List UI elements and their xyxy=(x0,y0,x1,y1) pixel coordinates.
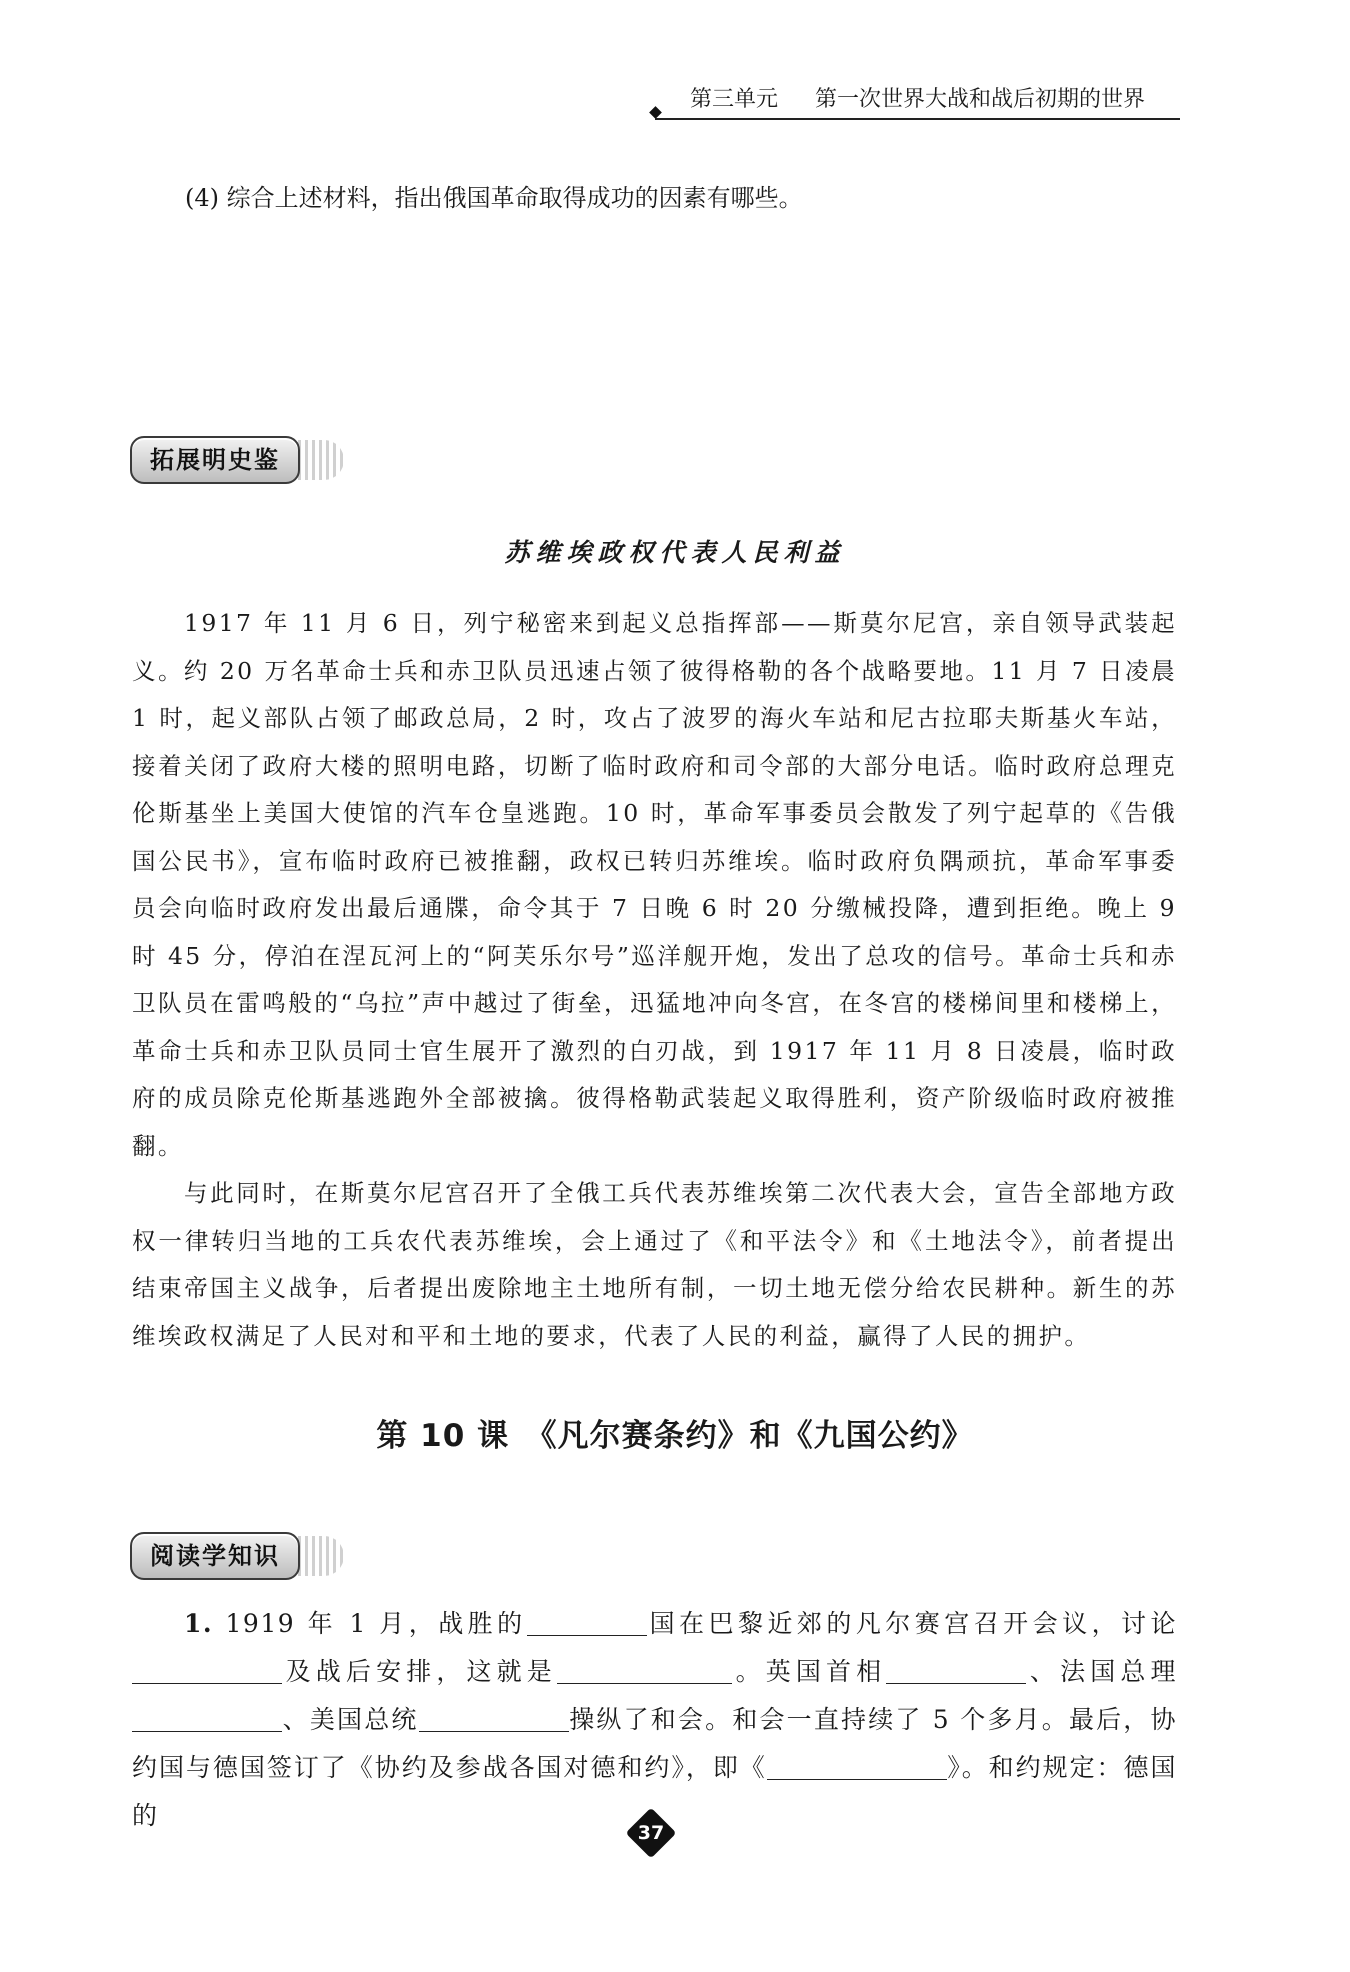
answer-blank[interactable] xyxy=(886,1653,1026,1684)
exercise-text: 及战后安排，这就是 xyxy=(282,1657,557,1686)
exercise-text: 、法国总理 xyxy=(1026,1657,1177,1686)
exercise-text: 操纵了和会。和会一直持续了 5 个多月。最后，协约国与德国签订了《协约及参战各国对德和约》，即《 xyxy=(132,1705,1177,1782)
answer-blank[interactable] xyxy=(527,1605,647,1636)
answer-blank[interactable] xyxy=(132,1653,282,1684)
exercise-number: 1. xyxy=(184,1609,214,1638)
section-badge-label: 阅读学知识 xyxy=(130,1532,300,1580)
article-title: 苏维埃政权代表人民利益 xyxy=(504,538,846,567)
answer-blank[interactable] xyxy=(767,1749,947,1780)
page-number-text: 37 xyxy=(637,1822,665,1844)
section-badge-read xyxy=(130,1532,300,1580)
answer-blank[interactable] xyxy=(557,1653,732,1684)
diamond-bullet-icon xyxy=(649,106,662,119)
article-paragraph: 1917 年 11 月 6 日，列宁秘密来到起义总指挥部——斯莫尔尼宫，亲自领导武装起义。约 20 万名革命士兵和赤卫队员迅速占领了彼得格勒的各个战略要地。11 月 7 日凌晨 1 时，起义部队占领了邮政总局，2 时，攻占了波罗的海火车站和尼古拉耶夫斯基火车站，接着关闭了政府大楼的照明电路，切断了临时政府和司令部的大部分电话。临时政府总理克伦斯基坐上美国大使馆的汽车仓皇逃跑。10 时，革命军事委员会散发了列宁起草的《告俄国公民书》，宣布临时政府已被推翻，政权已转归苏维埃。临时政府负隅顽抗，革命军事委员会向临时政府发出最后通牒，命令其于 7 日晚 6 时 20 分缴械投降，遭到拒绝。晚上 9 时 45 分，停泊在涅瓦河上的“阿芙乐尔号”巡洋舰开炮，发出了总攻的信号。革命士兵和赤卫队员在雷鸣般的“乌拉”声中越过了街垒，迅猛地冲向冬宫，在冬宫的楼梯间里和楼梯上，革命士兵和赤卫队员同士官生展开了激烈的白刃战，到 1917 年 11 月 8 日凌晨，临时政府的成员除克伦斯基逃跑外全部被擒。彼得格勒武装起义取得胜利，资产阶级临时政府被推翻。 xyxy=(132,609,1177,1160)
exercise-text: 。英国首相 xyxy=(731,1657,887,1686)
exercise-text: 1919 年 1 月，战胜的 xyxy=(225,1609,527,1638)
page-number xyxy=(626,1808,676,1858)
unit-label: 第三单元 xyxy=(690,87,779,112)
header-rule xyxy=(655,118,1180,120)
running-header xyxy=(655,80,1175,120)
section-badge-label: 拓展明史鉴 xyxy=(130,436,300,484)
exercise-text: 国在巴黎近郊的凡尔赛宫召开会议，讨论 xyxy=(646,1609,1177,1638)
unit-title: 第一次世界大战和战后初期的世界 xyxy=(815,87,1146,112)
question-4: (4) 综合上述材料，指出俄国革命取得成功的因素有哪些。 xyxy=(185,184,803,212)
exercise-text: 》。和约规定：德国的 xyxy=(132,1753,1177,1830)
lesson-title: 第 10 课 《凡尔赛条约》和《九国公约》 xyxy=(376,1418,974,1454)
answer-blank[interactable] xyxy=(132,1701,282,1732)
exercise-text: 、美国总统 xyxy=(282,1705,419,1734)
article-paragraph: 与此同时，在斯莫尔尼宫召开了全俄工兵代表苏维埃第二次代表大会，宣告全部地方政权一律转归当地的工兵农代表苏维埃，会上通过了《和平法令》和《土地法令》，前者提出结束帝国主义战争，后者提出废除地主土地所有制，一切土地无偿分给农民耕种。新生的苏维埃政权满足了人民对和平和土地的要求，代表了人民的利益，赢得了人民的拥护。 xyxy=(132,1179,1177,1350)
answer-blank[interactable] xyxy=(419,1701,569,1732)
section-badge-extend xyxy=(130,436,300,484)
fill-in-exercise-1 xyxy=(132,1600,1177,1840)
